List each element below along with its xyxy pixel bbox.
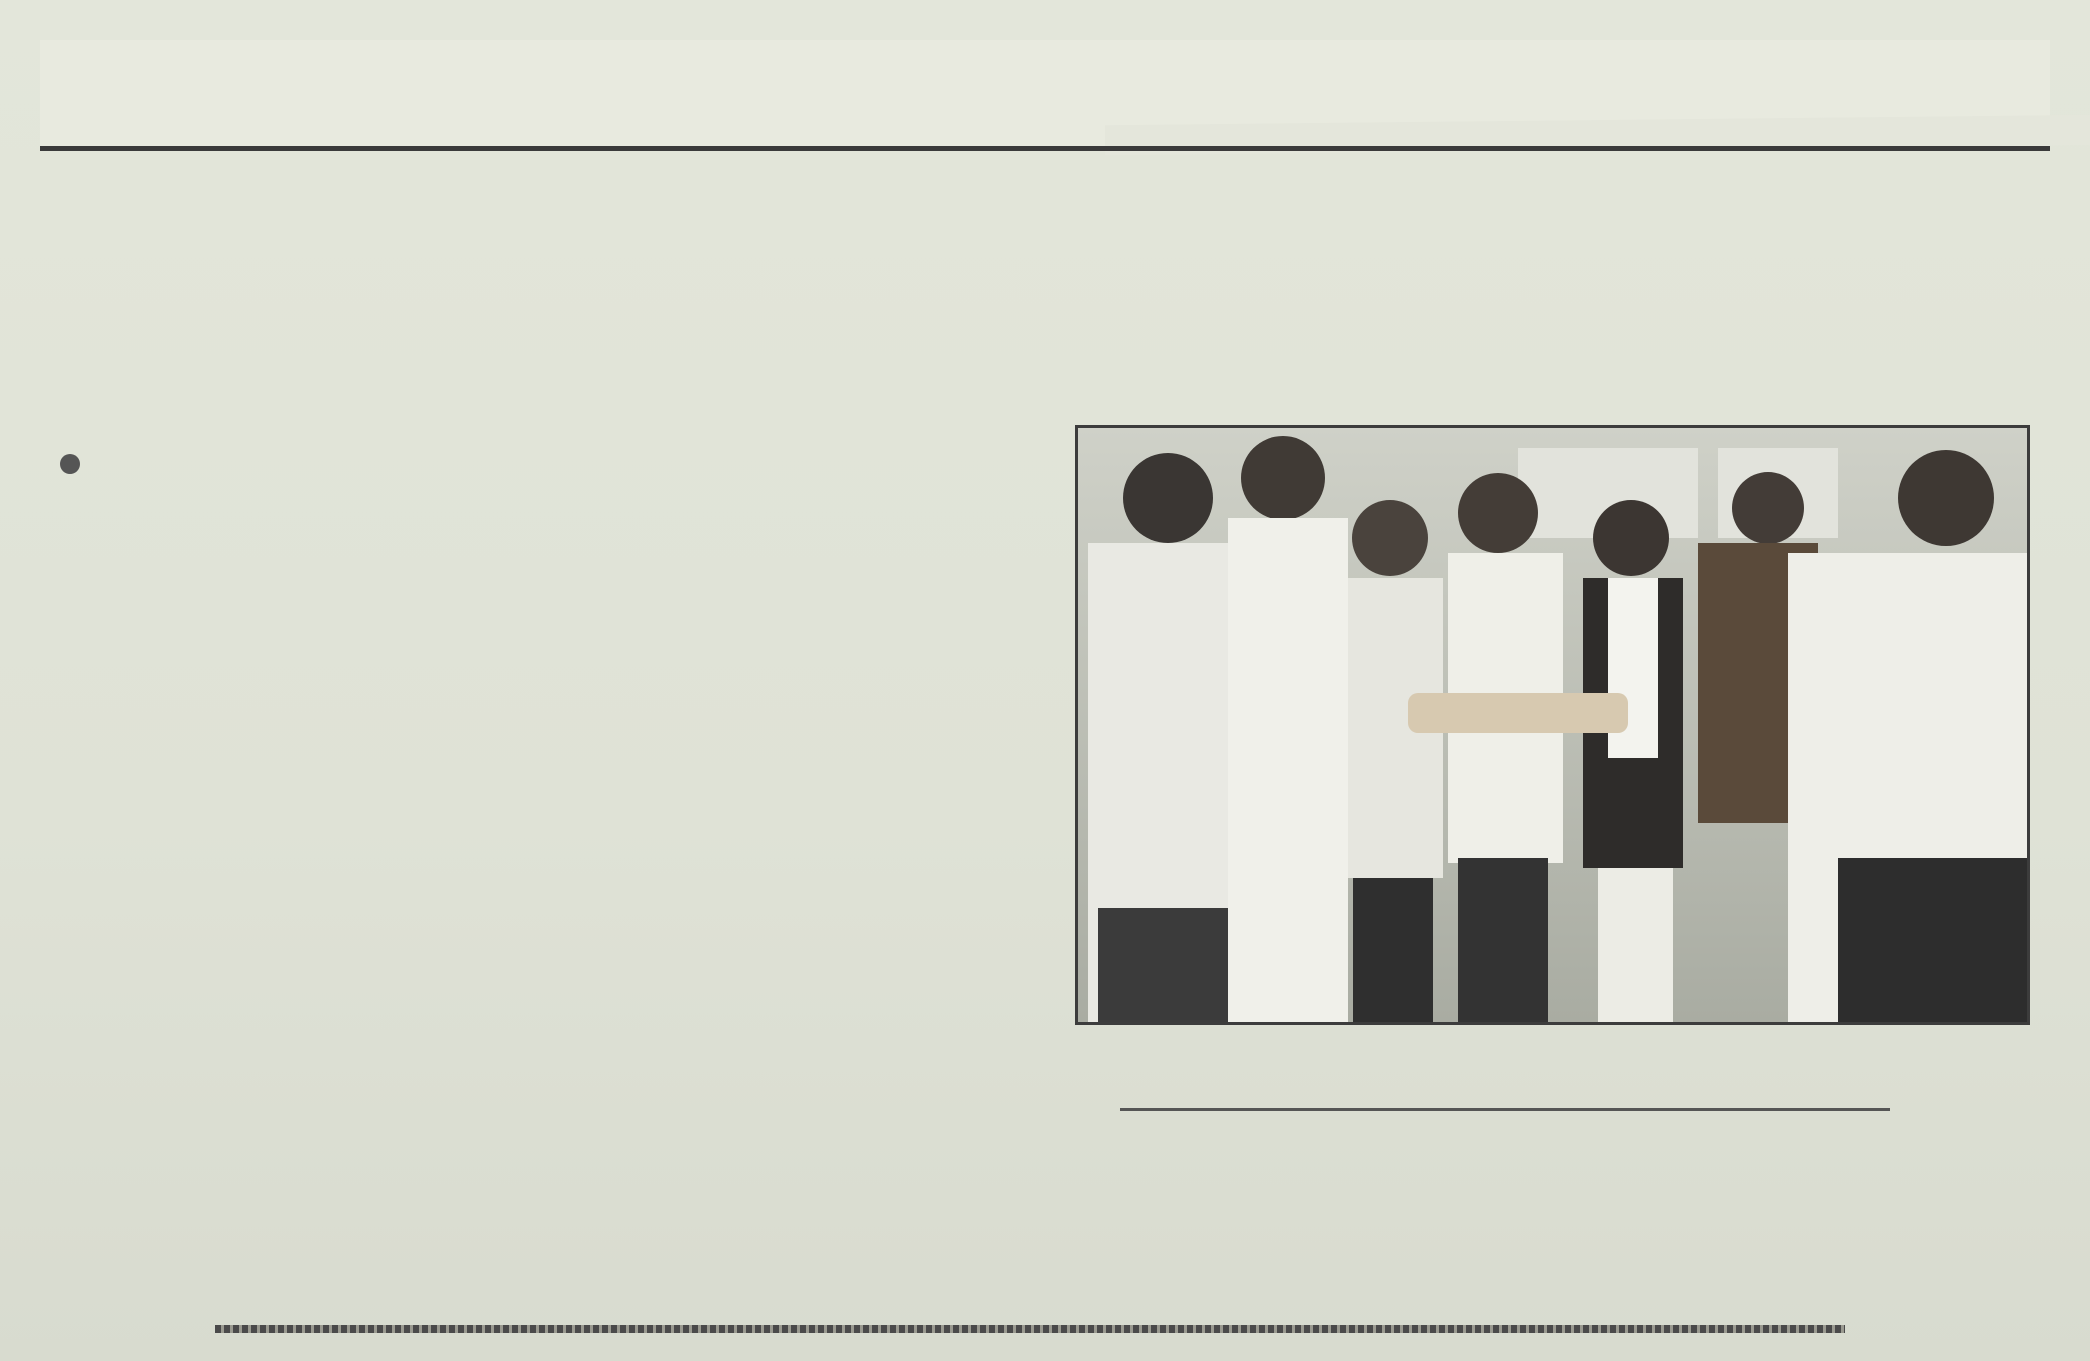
caption-rule bbox=[1120, 1108, 1890, 1111]
bullet-icon bbox=[60, 454, 80, 474]
news-photo bbox=[1075, 425, 2030, 1025]
bottom-rule bbox=[215, 1325, 1845, 1333]
header-rule bbox=[40, 146, 2050, 151]
photo-image bbox=[1078, 428, 2027, 1022]
article-body bbox=[60, 428, 1060, 488]
bullet-paragraph bbox=[60, 436, 1060, 488]
